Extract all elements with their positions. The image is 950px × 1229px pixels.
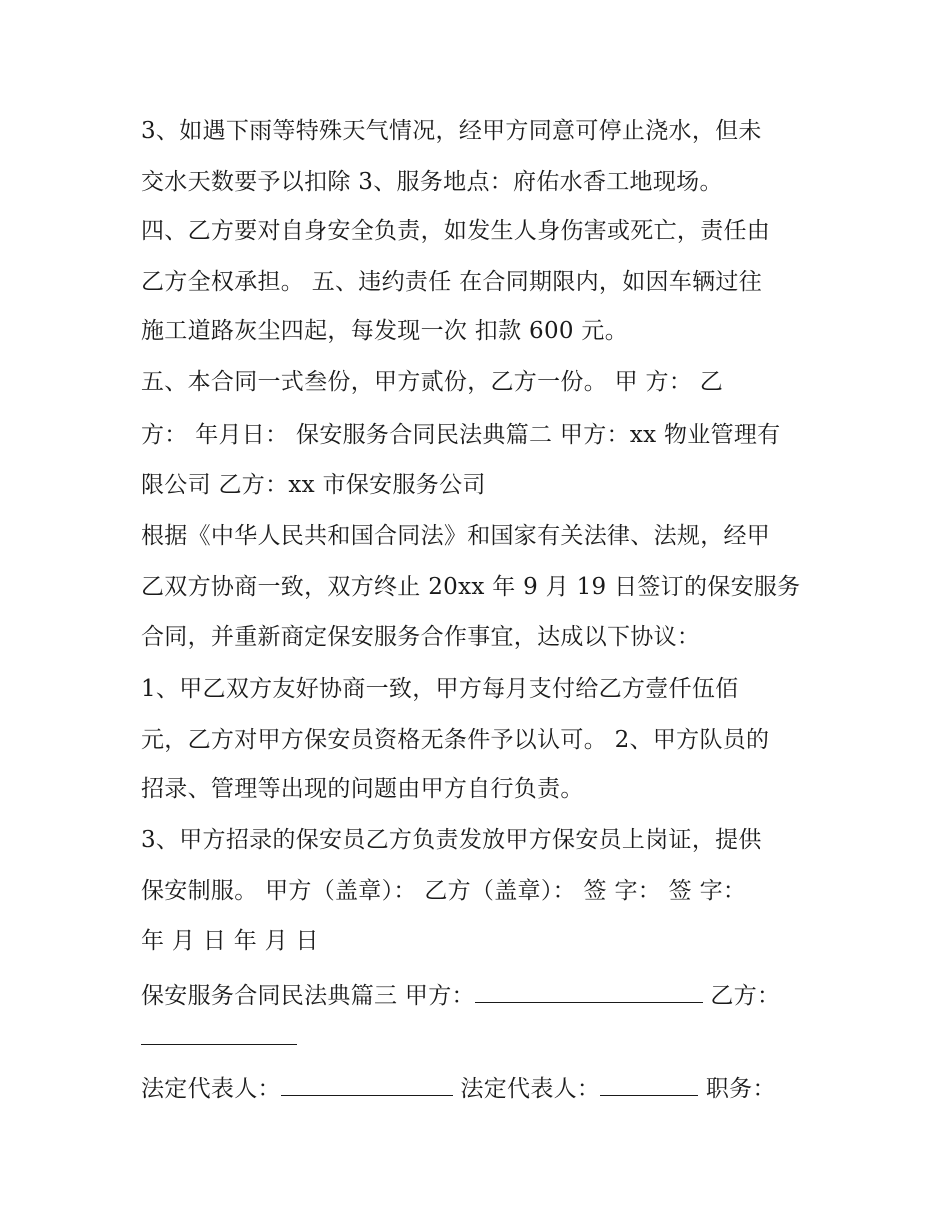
- position-label: 职务：: [698, 1076, 776, 1102]
- text-line: 施工道路灰尘四起，每发现一次 扣款 600 元。: [141, 318, 629, 344]
- legal-rep-label: 法定代表人：: [141, 1076, 281, 1102]
- text-line: 根据《中华人民共和国合同法》和国家有关法律、法规，经甲: [141, 523, 771, 549]
- party-a-blank: [475, 980, 703, 1003]
- form-party-b-label: 乙方：: [702, 983, 781, 1009]
- form-line-representatives: [141, 1073, 821, 1104]
- legal-rep-blank: [281, 1073, 453, 1096]
- text-line: 乙方全权承担。 五、违约责任 在合同期限内，如因车辆过往: [141, 269, 763, 295]
- text-line: 四、乙方要对自身安全负责，如发生人身伤害或死亡，责任由: [141, 218, 771, 244]
- form-line-party-a-b: [141, 980, 821, 1011]
- text-line: 合同，并重新商定保安服务合作事宜，达成以下协议：: [141, 624, 701, 650]
- text-line: 元，乙方对甲方保安员资格无条件予以认可。 2、甲方队员的: [141, 727, 770, 753]
- form-prefix: 保安服务合同民法典篇三 甲方：: [141, 983, 475, 1009]
- text-line: 1、甲乙双方友好协商一致，甲方每月支付给乙方壹仟伍佰: [141, 676, 739, 702]
- text-line: 乙双方协商一致，双方终止 20xx 年 9 月 19 日签订的保安服务: [141, 574, 801, 600]
- form-line-blank: [141, 1022, 821, 1053]
- text-line: 交水天数要予以扣除 3、服务地点：府佑水香工地现场。: [141, 169, 723, 195]
- party-b-blank: [141, 1022, 297, 1045]
- text-line: 招录、管理等出现的问题由甲方自行负责。: [141, 776, 584, 802]
- legal-rep-blank-2: [600, 1073, 698, 1096]
- text-line: 年 月 日 年 月 日: [141, 928, 319, 954]
- text-line: 3、甲方招录的保安员乙方负责发放甲方保安员上岗证，提供: [141, 827, 762, 853]
- text-line: 方： 年月日： 保安服务合同民法典篇二 甲方：xx 物业管理有: [141, 422, 781, 448]
- text-line: 五、本合同一式叁份，甲方贰份，乙方一份。 甲 方： 乙: [141, 369, 724, 395]
- legal-rep-label-2: 法定代表人：: [452, 1076, 601, 1102]
- text-line: 3、如遇下雨等特殊天气情况，经甲方同意可停止浇水，但未: [141, 118, 762, 144]
- text-line: 保安制服。 甲方（盖章）： 乙方（盖章）： 签 字： 签 字：: [141, 878, 747, 904]
- text-line: 限公司 乙方：xx 市保安服务公司: [141, 472, 486, 498]
